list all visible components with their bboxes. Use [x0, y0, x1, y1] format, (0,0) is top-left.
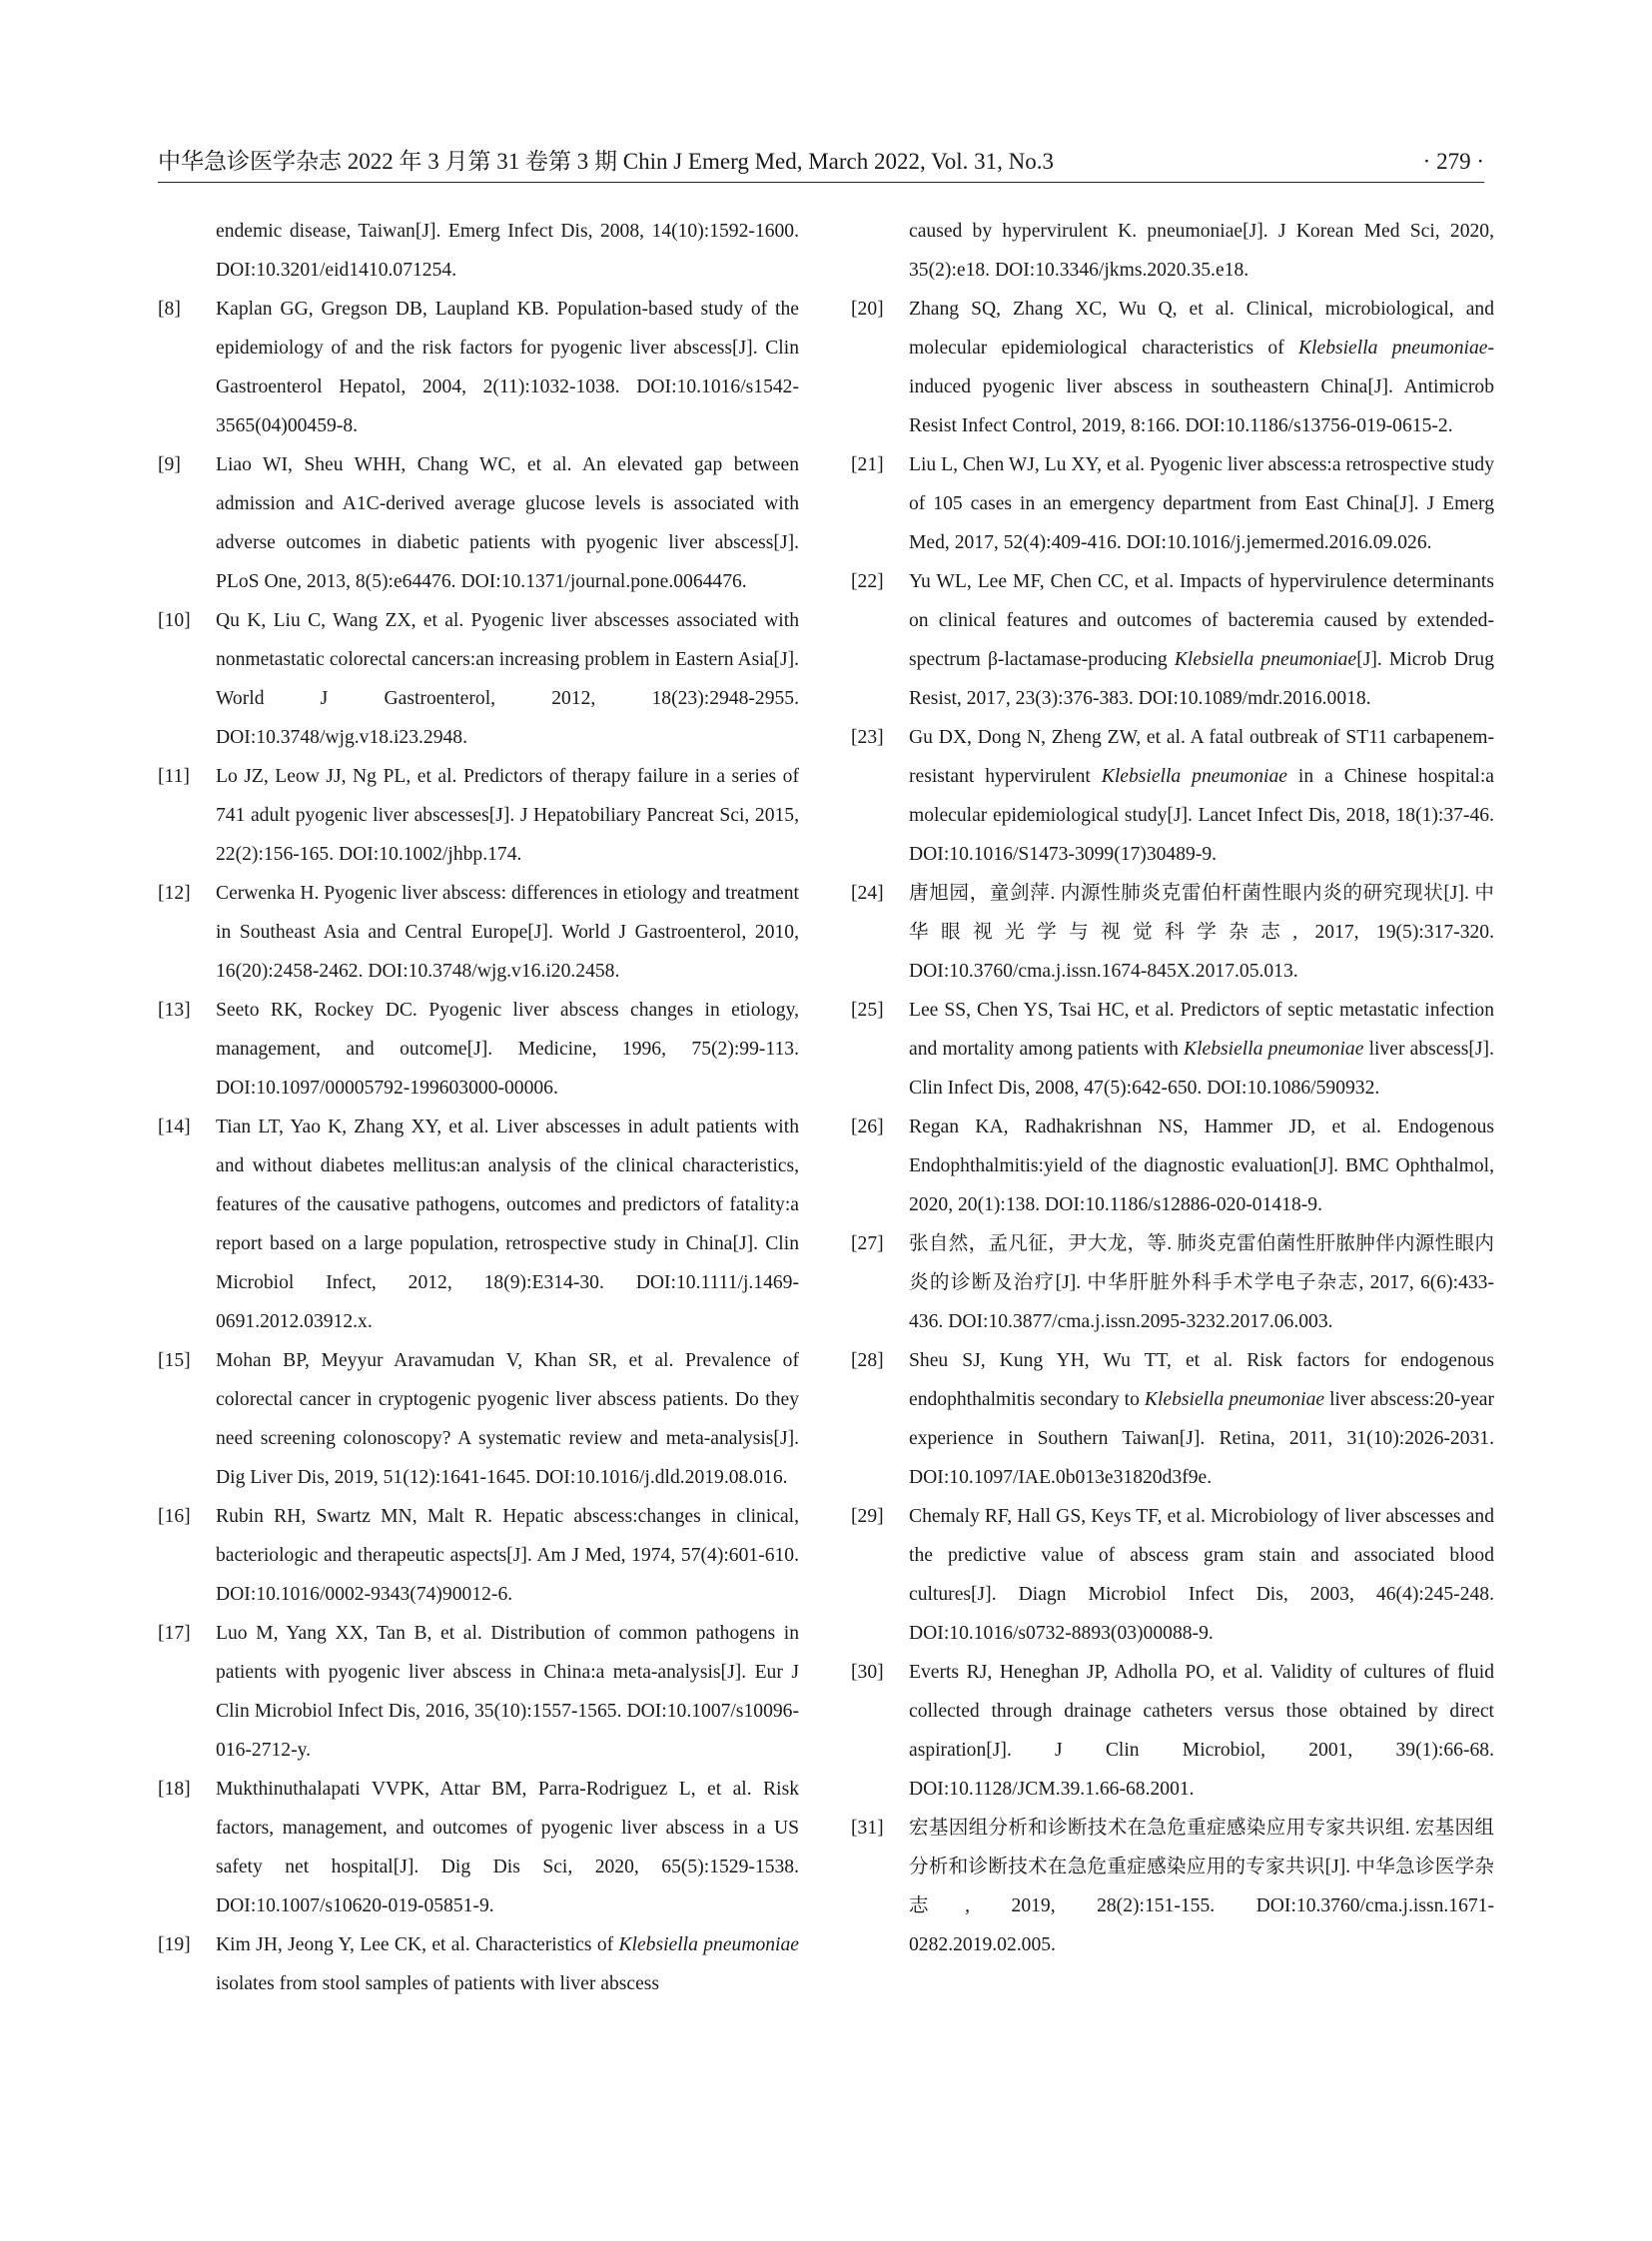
- reference-number: [26]: [851, 1117, 884, 1137]
- reference-text: [216, 454, 799, 592]
- reference-number: [11]: [158, 766, 190, 787]
- reference-number: [28]: [851, 1350, 884, 1371]
- reference-number: [9]: [158, 454, 181, 475]
- reference-text: [216, 766, 799, 865]
- reference-text: [909, 883, 1494, 982]
- reference-text-segment: Tian LT, Yao K, Zhang XY, et al. Liver abscesses in adult patients with and without diabetes mellitus:an analysis of the clinical characteristics, features of the causative pathogens, outcomes and predictors of fatality:a report based on a large population, retrospective study in China[J]. Clin Microbiol Infect, 2012, 18(9):E314-30. DOI:10.1111/j.1469-0691.2012.03912.x.: [216, 1117, 799, 1332]
- reference-number: [25]: [851, 1000, 884, 1021]
- reference-text: [909, 571, 1494, 709]
- reference-number: [22]: [851, 571, 884, 592]
- reference-number: [20]: [851, 299, 884, 320]
- reference-text-segment: Lo JZ, Leow JJ, Ng PL, et al. Predictors of therapy failure in a series of 741 adult pyogenic liver abscesses[J]. J Hepatobiliary Pancreat Sci, 2015, 22(2):156-165. DOI:10.1002/jhbp.174.: [216, 766, 799, 865]
- reference-text-segment: liver abscess[J]. Clin Infect Dis, 2008, 47(5):642-650. DOI:10.1086/590932.: [909, 1039, 1494, 1099]
- reference-entry: [851, 718, 1494, 874]
- reference-entry: [158, 874, 799, 991]
- reference-text: [909, 1506, 1494, 1644]
- reference-entry: [158, 991, 799, 1108]
- journal-title: 中华急诊医学杂志 2022 年 3 月第 31 卷第 3 期 Chin J Emerg Med, March 2022, Vol. 31, No.3: [158, 149, 1054, 174]
- reference-column-right: [851, 212, 1494, 1964]
- reference-entry: [158, 1108, 799, 1341]
- reference-number: [30]: [851, 1662, 884, 1683]
- reference-text: [216, 610, 799, 748]
- reference-number: [14]: [158, 1117, 191, 1137]
- species-name: Klebsiella pneumoniae: [618, 1934, 799, 1955]
- reference-text-segment: 宏基因组分析和诊断技术在急危重症感染应用专家共识组. 宏基因组分析和诊断技术在急危重症感染应用的专家共识[J]. 中华急诊医学杂志, 2019, 28(2):151-155. DOI:10.3760/cma.j.issn.1671-0282.2019.02.005.: [909, 1818, 1494, 1955]
- reference-entry: [851, 1653, 1494, 1809]
- reference-text: [216, 1000, 799, 1099]
- reference-text-segment: Zhang SQ, Zhang XC, Wu Q, et al. Clinical, microbiological, and molecular epidemiological characteristics of: [909, 299, 1494, 359]
- reference-text: [909, 727, 1494, 865]
- reference-number: [13]: [158, 1000, 191, 1021]
- species-name: Klebsiella pneumoniae: [1184, 1039, 1364, 1060]
- reference-number: [17]: [158, 1623, 191, 1644]
- reference-text: [909, 221, 1494, 281]
- reference-text-segment: isolates from stool samples of patients with liver abscess: [216, 1973, 660, 1994]
- reference-text-segment: Qu K, Liu C, Wang ZX, et al. Pyogenic liver abscesses associated with nonmetastatic colorectal cancers:an increasing problem in Eastern Asia[J]. World J Gastroenterol, 2012, 18(23):2948-2955. DOI:10.3748/wjg.v18.i23.2948.: [216, 610, 799, 748]
- reference-text-segment: Regan KA, Radhakrishnan NS, Hammer JD, et al. Endogenous Endophthalmitis:yield of the diagnostic evaluation[J]. BMC Ophthalmol, 2020, 20(1):138. DOI:10.1186/s12886-020-01418-9.: [909, 1117, 1494, 1215]
- reference-text-segment: Seeto RK, Rockey DC. Pyogenic liver abscess changes in etiology, management, and outcome[J]. Medicine, 1996, 75(2):99-113. DOI:10.1097/00005792-199603000-00006.: [216, 1000, 799, 1099]
- reference-entry: [851, 290, 1494, 445]
- reference-entry: [851, 445, 1494, 562]
- reference-text-segment: 张自然，孟凡征，尹大龙，等. 肺炎克雷伯菌性肝脓肿伴内源性眼内炎的诊断及治疗[J]. 中华肝脏外科手术学电子杂志, 2017, 6(6):433-436. DOI:10.3877/cma.j.issn.2095-3232.2017.06.003.: [909, 1233, 1494, 1332]
- reference-text-segment: -induced pyogenic liver abscess in southeastern China[J]. Antimicrob Resist Infect Control, 2019, 8:166. DOI:10.1186/s13756-019-0615-2.: [909, 338, 1494, 436]
- reference-text-segment: Liao WI, Sheu WHH, Chang WC, et al. An elevated gap between admission and A1C-derived average glucose levels is associated with adverse outcomes in diabetic patients with pyogenic liver abscess[J]. PLoS One, 2013, 8(5):e64476. DOI:10.1371/journal.pone.0064476.: [216, 454, 799, 592]
- reference-text-segment: caused by hypervirulent K. pneumoniae[J]. J Korean Med Sci, 2020, 35(2):e18. DOI:10.3346/jkms.2020.35.e18.: [909, 221, 1494, 281]
- reference-entry: [158, 1770, 799, 1925]
- reference-text: [909, 299, 1494, 436]
- reference-number: [12]: [158, 883, 191, 904]
- reference-text-segment: Mukthinuthalapati VVPK, Attar BM, Parra-Rodriguez L, et al. Risk factors, management, and outcomes of pyogenic liver abscess in a US safety net hospital[J]. Dig Dis Sci, 2020, 65(5):1529-1538. DOI:10.1007/s10620-019-05851-9.: [216, 1779, 799, 1916]
- reference-text: [216, 1350, 799, 1488]
- reference-number: [21]: [851, 454, 884, 475]
- reference-entry: [851, 1224, 1494, 1341]
- reference-number: [29]: [851, 1506, 884, 1527]
- reference-entry: [158, 601, 799, 757]
- reference-entry: [851, 991, 1494, 1108]
- reference-entry: [851, 1497, 1494, 1653]
- species-name: Klebsiella pneumoniae: [1101, 766, 1287, 787]
- running-header: [158, 146, 1484, 183]
- reference-text: [216, 221, 799, 281]
- reference-entry: [158, 1341, 799, 1497]
- reference-text-segment: Gu DX, Dong N, Zheng ZW, et al. A fatal outbreak of ST11 carbapenem-resistant hypervirulent: [909, 727, 1494, 787]
- reference-number: [24]: [851, 883, 884, 904]
- species-name: Klebsiella pneumoniae: [1297, 338, 1488, 359]
- reference-entry: [851, 1108, 1494, 1224]
- reference-text: [216, 1623, 799, 1761]
- reference-text: [216, 1117, 799, 1332]
- reference-text-segment: Kim JH, Jeong Y, Lee CK, et al. Characteristics of: [216, 1934, 619, 1955]
- reference-entry: [851, 1809, 1494, 1964]
- reference-number: [23]: [851, 727, 884, 748]
- reference-text-segment: Liu L, Chen WJ, Lu XY, et al. Pyogenic liver abscess:a retrospective study of 105 cases in an emergency department from East China[J]. J Emerg Med, 2017, 52(4):409-416. DOI:10.1016/j.jemermed.2016.09.026.: [909, 454, 1494, 553]
- reference-text-segment: liver abscess:20-year experience in Southern Taiwan[J]. Retina, 2011, 31(10):2026-2031. DOI:10.1097/IAE.0b013e31820d3f9e.: [909, 1389, 1495, 1488]
- reference-entry: [158, 212, 799, 290]
- reference-number: [16]: [158, 1506, 191, 1527]
- species-name: Klebsiella pneumoniae: [1144, 1389, 1325, 1410]
- reference-text-segment: Kaplan GG, Gregson DB, Laupland KB. Population-based study of the epidemiology of and the risk factors for pyogenic liver abscess[J]. Clin Gastroenterol Hepatol, 2004, 2(11):1032-1038. DOI:10.1016/s1542-3565(04)00459-8.: [216, 299, 799, 436]
- reference-text: [909, 1117, 1494, 1215]
- reference-text: [216, 883, 799, 982]
- reference-entry: [158, 1497, 799, 1614]
- reference-number: [18]: [158, 1779, 191, 1800]
- reference-text: [909, 1350, 1494, 1488]
- reference-text: [909, 1818, 1494, 1955]
- reference-text: [216, 1506, 799, 1605]
- reference-number: [15]: [158, 1350, 191, 1371]
- species-name: Klebsiella pneumoniae: [1174, 649, 1357, 670]
- reference-text-segment: Luo M, Yang XX, Tan B, et al. Distribution of common pathogens in patients with pyogenic liver abscess in China:a meta-analysis[J]. Eur J Clin Microbiol Infect Dis, 2016, 35(10):1557-1565. DOI:10.1007/s10096-016-2712-y.: [216, 1623, 799, 1761]
- reference-text: [909, 1662, 1494, 1800]
- page-number: · 279 ·: [1422, 149, 1484, 174]
- reference-text-segment: Chemaly RF, Hall GS, Keys TF, et al. Microbiology of liver abscesses and the predictive value of abscess gram stain and associated blood cultures[J]. Diagn Microbiol Infect Dis, 2003, 46(4):245-248. DOI:10.1016/s0732-8893(03)00088-9.: [909, 1506, 1494, 1644]
- reference-text-segment: 唐旭园，童剑萍. 内源性肺炎克雷伯杆菌性眼内炎的研究现状[J]. 中华眼视光学与视觉科学杂志, 2017, 19(5):317-320. DOI:10.3760/cma.j.issn.1674-845X.2017.05.013.: [909, 883, 1494, 982]
- reference-text: [909, 1233, 1494, 1332]
- reference-text-segment: endemic disease, Taiwan[J]. Emerg Infect Dis, 2008, 14(10):1592-1600. DOI:10.3201/eid1410.071254.: [216, 221, 799, 281]
- reference-entry: [158, 290, 799, 445]
- reference-number: [27]: [851, 1233, 884, 1254]
- reference-entry: [851, 212, 1494, 290]
- reference-entry: [158, 445, 799, 601]
- reference-number: [19]: [158, 1934, 191, 1955]
- reference-entry: [851, 1341, 1494, 1497]
- reference-text-segment: Sheu SJ, Kung YH, Wu TT, et al. Risk factors for endogenous endophthalmitis secondary to: [909, 1350, 1494, 1410]
- reference-text-segment: in a Chinese hospital:a molecular epidemiological study[J]. Lancet Infect Dis, 2018, 18(1):37-46. DOI:10.1016/S1473-3099(17)30489-9.: [909, 766, 1495, 865]
- reference-entry: [851, 562, 1494, 718]
- reference-entry: [158, 1925, 799, 2003]
- reference-text: [909, 1000, 1494, 1099]
- reference-column-left: [158, 212, 799, 2003]
- reference-text-segment: Rubin RH, Swartz MN, Malt R. Hepatic abscess:changes in clinical, bacteriologic and therapeutic aspects[J]. Am J Med, 1974, 57(4):601-610. DOI:10.1016/0002-9343(74)90012-6.: [216, 1506, 799, 1605]
- reference-number: [31]: [851, 1818, 884, 1839]
- reference-text: [216, 1779, 799, 1916]
- reference-entry: [851, 874, 1494, 991]
- reference-text-segment: Lee SS, Chen YS, Tsai HC, et al. Predictors of septic metastatic infection and mortality among patients with: [909, 1000, 1494, 1060]
- reference-text: [909, 454, 1494, 553]
- reference-text-segment: [J]. Microb Drug Resist, 2017, 23(3):376-383. DOI:10.1089/mdr.2016.0018.: [909, 649, 1494, 709]
- reference-text-segment: Cerwenka H. Pyogenic liver abscess: differences in etiology and treatment in Southeast Asia and Central Europe[J]. World J Gastroenterol, 2010, 16(20):2458-2462. DOI:10.3748/wjg.v16.i20.2458.: [216, 883, 799, 982]
- reference-number: [10]: [158, 610, 191, 631]
- reference-text-segment: Everts RJ, Heneghan JP, Adholla PO, et al. Validity of cultures of fluid collected through drainage catheters versus those obtained by direct aspiration[J]. J Clin Microbiol, 2001, 39(1):66-68. DOI:10.1128/JCM.39.1.66-68.2001.: [909, 1662, 1494, 1800]
- reference-number: [8]: [158, 299, 181, 320]
- reference-text-segment: Yu WL, Lee MF, Chen CC, et al. Impacts of hypervirulence determinants on clinical features and outcomes of bacteremia caused by extended-spectrum β-lactamase-producing: [909, 571, 1494, 670]
- reference-entry: [158, 1614, 799, 1770]
- reference-text-segment: Mohan BP, Meyyur Aravamudan V, Khan SR, et al. Prevalence of colorectal cancer in cryptogenic pyogenic liver abscess patients. Do they need screening colonoscopy? A systematic review and meta-analysis[J]. Dig Liver Dis, 2019, 51(12):1641-1645. DOI:10.1016/j.dld.2019.08.016.: [216, 1350, 799, 1488]
- reference-entry: [158, 757, 799, 874]
- reference-text: [216, 1934, 799, 1994]
- reference-text: [216, 299, 799, 436]
